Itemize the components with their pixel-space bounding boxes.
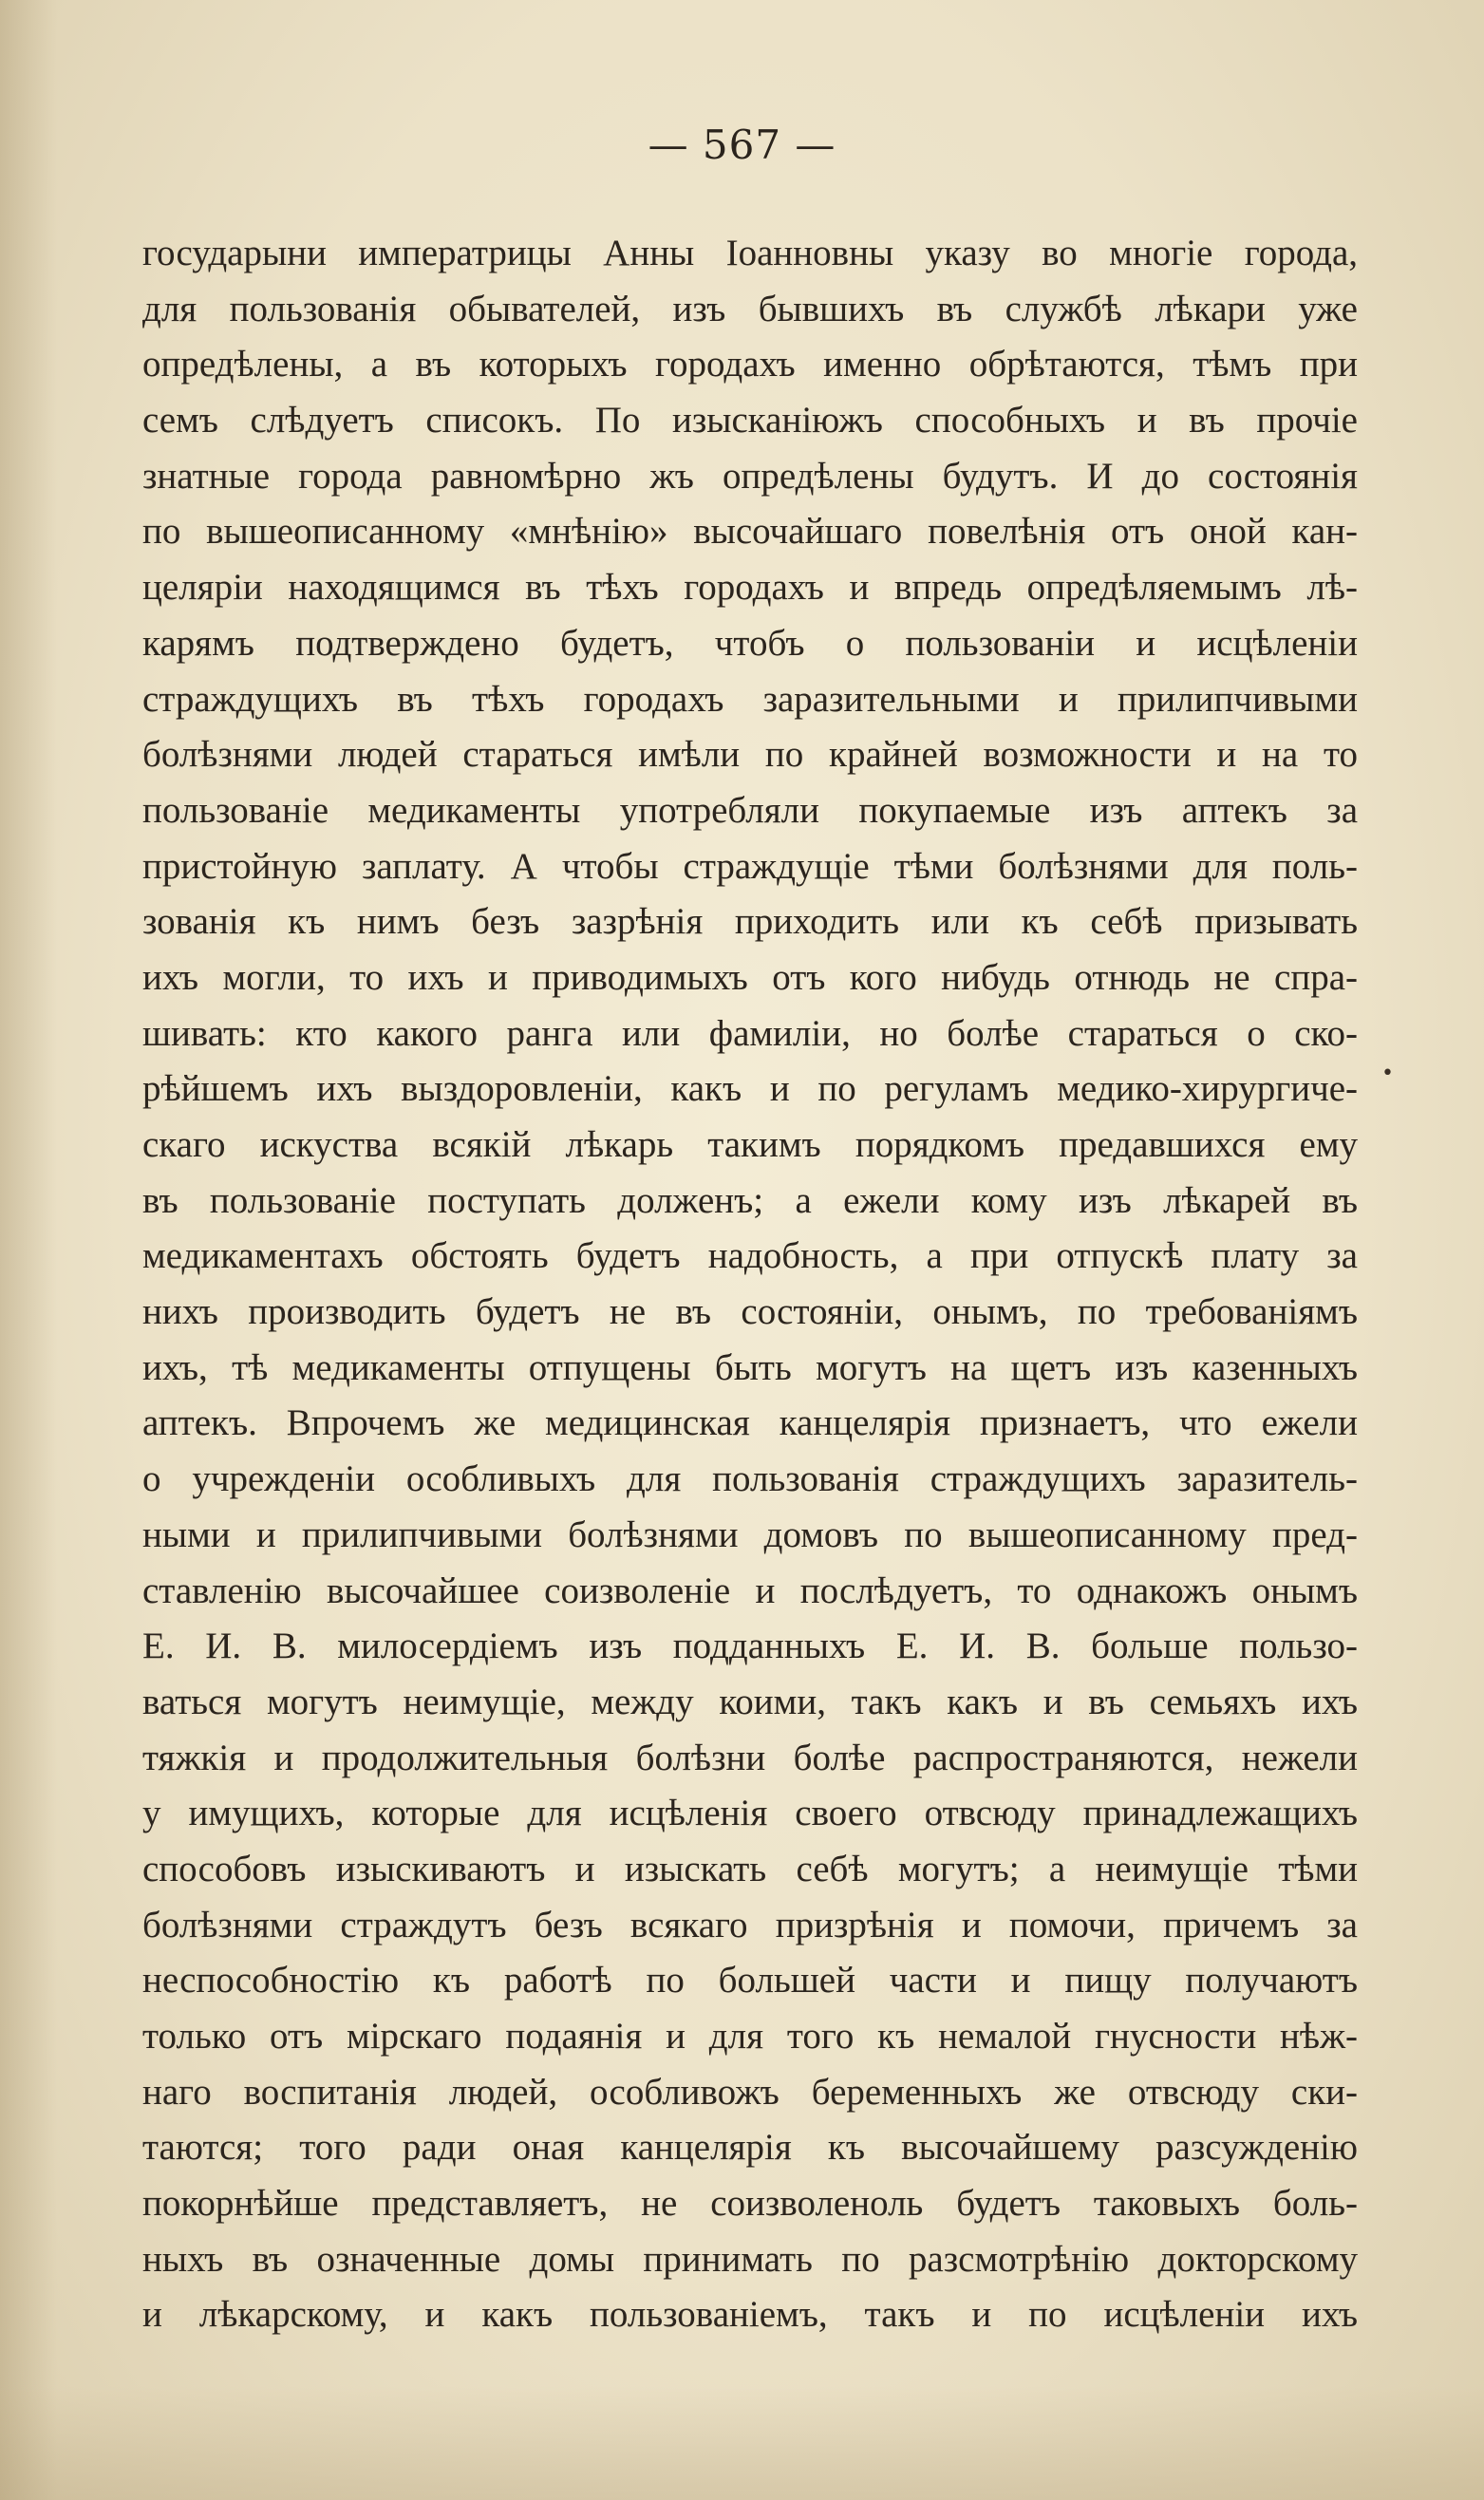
text-line: таются; того ради оная канцелярія къ высочайшему разсужденію: [142, 2127, 1358, 2169]
text-line: нихъ производить будетъ не въ состояніи, онымъ, по требованіямъ: [142, 1291, 1358, 1333]
text-line: по вышеописанному «мнѣнію» высочайшаго повелѣнія отъ оной кан-: [142, 511, 1358, 553]
text-line: у имущихъ, которые для исцѣленія своего отвсюду принадлежащихъ: [142, 1793, 1358, 1834]
text-line: наго воспитанія людей, особливожъ беременныхъ же отвсюду ски-: [142, 2071, 1358, 2113]
text-line: покорнѣйше представляетъ, не соизволеноль будетъ таковыхъ боль-: [142, 2183, 1358, 2225]
text-line: страждущихъ въ тѣхъ городахъ заразительными и прилипчивыми: [142, 678, 1358, 720]
text-line: медикаментахъ обстоять будетъ надобность, а при отпускѣ плату за: [142, 1235, 1358, 1277]
text-line: аптекъ. Впрочемъ же медицинская канцелярія признаетъ, что ежели: [142, 1402, 1358, 1444]
text-line: ихъ, тѣ медикаменты отпущены быть могутъ на щетъ изъ казенныхъ: [142, 1346, 1358, 1388]
text-line: въ пользованіе поступать долженъ; а ежели кому изъ лѣкарей въ: [142, 1179, 1358, 1221]
text-line: знатные города равномѣрно жъ опредѣлены будутъ. И до состоянія: [142, 455, 1358, 497]
text-line: государыни императрицы Анны Іоанновны указу во многіе города,: [142, 233, 1358, 273]
text-line: неспособностію къ работѣ по большей части и пищу получаютъ: [142, 1960, 1358, 2002]
text-line: тяжкія и продолжительныя болѣзни болѣе распространяются, нежели: [142, 1737, 1358, 1778]
body-text: [142, 226, 1358, 2343]
text-line: карямъ подтверждено будетъ, чтобъ о пользованіи и исцѣленіи: [142, 622, 1358, 664]
text-line: скаго искуства всякій лѣкарь такимъ порядкомъ предавшихся ему: [142, 1124, 1358, 1165]
margin-mark: •: [1381, 1062, 1394, 1085]
text-line: опредѣлены, а въ которыхъ городахъ именно обрѣтаются, тѣмъ при: [142, 344, 1358, 385]
text-line: болѣзнями людей стараться имѣли по крайней возможности и на то: [142, 734, 1358, 776]
text-line: семъ слѣдуетъ списокъ. По изысканіюжъ способныхъ и въ прочіе: [142, 400, 1358, 442]
text-line: только отъ мірскаго подаянія и для того къ немалой гнусности нѣж-: [142, 2016, 1358, 2057]
text-line: о учрежденіи особливыхъ для пользованія страждущихъ заразитель-: [142, 1458, 1358, 1500]
text-line: ваться могутъ неимущіе, между коими, такъ какъ и въ семьяхъ ихъ: [142, 1681, 1358, 1722]
text-line: ными и прилипчивыми болѣзнями домовъ по вышеописанному пред-: [142, 1513, 1358, 1555]
page-shadow-bottom: [0, 2386, 1484, 2500]
text-line: ихъ могли, то ихъ и приводимыхъ отъ кого нибудь отнюдь не спра-: [142, 956, 1358, 998]
text-line: ныхъ въ означенные домы принимать по разсмотрѣнію докторскому: [142, 2238, 1358, 2280]
text-line: зованія къ нимъ безъ зазрѣнія приходить или къ себѣ призывать: [142, 901, 1358, 943]
text-line: шивать: кто какого ранга или фамиліи, но болѣе стараться о ско-: [142, 1012, 1358, 1054]
page-shadow-left: [0, 0, 57, 2500]
text-line: для пользованія обывателей, изъ бывшихъ въ службѣ лѣкари уже: [142, 288, 1358, 329]
page-number: — 567 —: [648, 122, 836, 168]
text-line: ставленію высочайшее соизволеніе и послѣдуетъ, то однакожъ онымъ: [142, 1570, 1358, 1611]
text-line: Е. И. В. милосердіемъ изъ подданныхъ Е. И. В. больше пользо-: [142, 1626, 1358, 1667]
text-line: пользованіе медикаменты употребляли покупаемые изъ аптекъ за: [142, 789, 1358, 831]
text-line: и лѣкарскому, и какъ пользованіемъ, такъ и по исцѣленіи ихъ: [142, 2294, 1358, 2336]
text-line: способовъ изыскиваютъ и изыскать себѣ могутъ; а неимущіе тѣми: [142, 1848, 1358, 1889]
text-line: болѣзнями страждутъ безъ всякаго призрѣнія и помочи, причемъ за: [142, 1904, 1358, 1945]
text-line: целяріи находящимся въ тѣхъ городахъ и впредь опредѣляемымъ лѣ-: [142, 567, 1358, 609]
text-line: пристойную заплату. А чтобы страждущіе тѣми болѣзнями для поль-: [142, 845, 1358, 887]
text-line: рѣйшемъ ихъ выздоровленіи, какъ и по регуламъ медико-хирургиче-: [142, 1068, 1358, 1110]
